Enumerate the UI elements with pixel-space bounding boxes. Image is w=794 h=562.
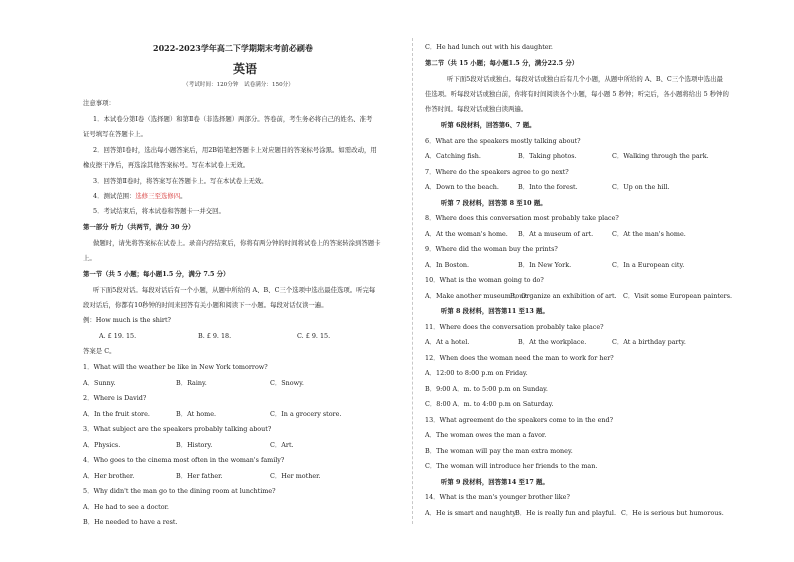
- q5-option-a: A．He had to see a doctor.: [83, 503, 169, 511]
- q1-option-c: C．Snowy.: [270, 379, 304, 387]
- group-9-heading: 听第 9 段材料，回答第14 至17 题。: [441, 478, 549, 486]
- part1-intro-a: 做题时，请先将答案标在试卷上。录音内容结束后，你将有两分钟的时间将试卷上的答案转涂到答题卡: [93, 239, 381, 247]
- q7-option-c: C．Up on the hill.: [612, 183, 670, 191]
- example-question: 例：How much is the shirt?: [83, 316, 171, 324]
- note-2b: 橡皮擦干净后，再选涂其他答案标号。写在本试卷上无效。: [83, 161, 250, 169]
- q11-option-c: C．At a birthday party.: [612, 338, 686, 346]
- q12-option-b: B．9:00 A．m. to 5:00 p.m on Sunday.: [425, 385, 548, 393]
- q9-option-b: B．In New York.: [518, 261, 572, 269]
- section2-heading: 第二节（共 15 小题；每小题1.5 分，满分22.5 分）: [425, 59, 579, 67]
- subject-title: 英语: [233, 62, 258, 76]
- note-1a: 1．本试卷分第Ⅰ卷（选择题）和第Ⅱ卷（非选择题）两部分。答卷前，考生务必将自己的姓名、准考: [93, 115, 373, 123]
- q13-option-a: A．The woman owes the man a favor.: [425, 431, 547, 439]
- question-11: 11．Where does the conversation probably take place?: [425, 323, 604, 331]
- question-6: 6．What are the speakers mostly talking about?: [425, 137, 581, 145]
- question-2: 2．Where is David?: [83, 394, 147, 402]
- notes-heading: 注意事项：: [83, 99, 115, 107]
- q6-option-b: B．Taking photos.: [518, 152, 577, 160]
- q8-option-b: B．At a museum of art.: [518, 230, 594, 238]
- question-1: 1．What will the weather be like in New York tomorrow?: [83, 363, 268, 371]
- q3-option-a: A．Physics.: [83, 441, 121, 449]
- q7-option-b: B．Into the forest.: [518, 183, 578, 191]
- part1-heading: 第一部分 听力（共两节，满分 30 分）: [83, 223, 195, 231]
- q5-option-b: B．He needed to have a rest.: [83, 518, 178, 526]
- q3-option-b: B．History.: [176, 441, 213, 449]
- q9-option-a: A．In Boston.: [425, 261, 470, 269]
- q12-option-a: A．12:00 to 8:00 p.m on Friday.: [425, 369, 528, 377]
- section2-intro-a: 听下面5段对话或独白。每段对话或独白后有几个小题，从题中所给的 A、B、C三个选项中选出最: [447, 75, 723, 83]
- example-option-c: C. £ 9. 15.: [297, 332, 331, 340]
- example-option-a: A. £ 19. 15.: [99, 332, 137, 340]
- q8-option-c: C．At the man's home.: [612, 230, 686, 238]
- question-3: 3．What subject are the speakers probably talking about?: [83, 425, 272, 433]
- q2-option-b: B．At home.: [176, 410, 217, 418]
- section1-intro-a: 听下面5段对话。每段对话后有一个小题，从题中所给的 A、B、C三个选项中选出最佳选项。听完每: [93, 286, 376, 294]
- q13-option-b: B．The woman will pay the man extra money.: [425, 447, 573, 455]
- note-4-suffix: 。: [180, 192, 187, 200]
- question-14: 14．What is the man's younger brother like?: [425, 493, 570, 501]
- question-10: 10．What is the woman going to do?: [425, 276, 544, 284]
- q6-option-a: A．Catching fish.: [425, 152, 481, 160]
- question-4: 4．Who goes to the cinema most often in the woman's family?: [83, 456, 285, 464]
- test-scope: 选修三至选修四: [135, 192, 181, 200]
- q9-option-c: C．In a European city.: [612, 261, 685, 269]
- q14-option-c: C．He is serious but humorous.: [621, 509, 724, 517]
- group-7-heading: 听第 7 段材料，回答第 8 至10 题。: [441, 199, 547, 207]
- exam-title: 2022-2023学年高二下学期期末考前必刷卷: [153, 43, 313, 53]
- q1-option-b: B．Rainy.: [176, 379, 207, 387]
- question-7: 7．Where do the speakers agree to go next?: [425, 168, 569, 176]
- section2-intro-c: 作答时间。每段对话或独白读两遍。: [425, 105, 528, 113]
- q7-option-a: A．Down to the beach.: [425, 183, 499, 191]
- question-5: 5．Why didn't the man go to the dining room at lunchtime?: [83, 487, 276, 495]
- q12-option-c: C．8:00 A．m. to 4:00 p.m on Saturday.: [425, 400, 554, 408]
- section1-heading: 第一节（共 5 小题；每小题1.5 分，满分 7.5 分）: [83, 270, 230, 278]
- section1-intro-b: 段对话后，你都有10秒钟的时间来回答有关小题和阅读下一小题。每段对话仅读一遍。: [83, 301, 328, 309]
- section2-intro-b: 佳选项。听每段对话或独白前，你将有时间阅读各个小题，每小题 5 秒钟；听完后，各小题将给出 5 秒钟的: [425, 90, 729, 98]
- q10-option-c: C．Visit some European painters.: [623, 292, 733, 300]
- note-4: [93, 193, 187, 199]
- note-4-prefix: 4．测试范围：: [93, 192, 136, 200]
- q1-option-a: A．Sunny.: [83, 379, 116, 387]
- q6-option-c: C．Walking through the park.: [612, 152, 709, 160]
- q4-option-a: A．Her brother.: [83, 472, 135, 480]
- exam-meta: （考试时间：120分钟 试卷满分：150分）: [183, 82, 294, 88]
- q11-option-a: A．At a hotel.: [425, 338, 470, 346]
- q10-option-b: B．Organize an exhibition of art.: [510, 292, 617, 300]
- q2-option-a: A．In the fruit store.: [83, 410, 150, 418]
- q3-option-c: C．Art.: [270, 441, 294, 449]
- q14-option-a: A．He is smart and naughty.: [425, 509, 518, 517]
- question-13: 13．What agreement do the speakers come to in the end?: [425, 416, 613, 424]
- note-3: 3．回答第Ⅱ卷时，将答案写在答题卡上。写在本试卷上无效。: [93, 177, 268, 185]
- q14-option-b: B．He is really fun and playful.: [515, 509, 616, 517]
- question-9: 9．Where did the woman buy the prints?: [425, 245, 558, 253]
- column-divider: [412, 38, 413, 524]
- question-12: 12．When does the woman need the man to work for her?: [425, 354, 614, 362]
- q11-option-b: B．At the workplace.: [518, 338, 587, 346]
- q4-option-b: B．Her father.: [176, 472, 223, 480]
- note-2a: 2．回答第Ⅰ卷时，选出每小题答案后，用2B铅笔把答题卡上对应题目的答案标号涂黑。如需改动，用: [93, 146, 377, 154]
- q8-option-a: A．At the woman's home.: [425, 230, 508, 238]
- q4-option-c: C．Her mother.: [270, 472, 321, 480]
- example-answer: 答案是 C。: [83, 347, 116, 355]
- q13-option-c: C．The woman will introduce her friends to the man.: [425, 462, 598, 470]
- question-8: 8．Where does this conversation most probably take place?: [425, 214, 619, 222]
- q5-option-c: C．He had lunch out with his daughter.: [425, 43, 553, 51]
- group-6-heading: 听第 6段材料，回答第6、7 题。: [441, 121, 536, 129]
- q2-option-c: C．In a grocery store.: [270, 410, 342, 418]
- part1-intro-b: 上。: [83, 254, 96, 262]
- q10-option-a: A．Make another museum tour.: [425, 292, 528, 300]
- note-1b: 证号填写在答题卡上。: [83, 130, 147, 138]
- example-option-b: B. £ 9. 18.: [198, 332, 232, 340]
- note-5: 5．考试结束后，将本试卷和答题卡一并交回。: [93, 207, 225, 215]
- group-8-heading: 听第 8 段材料，回答第11 至13 题。: [441, 307, 549, 315]
